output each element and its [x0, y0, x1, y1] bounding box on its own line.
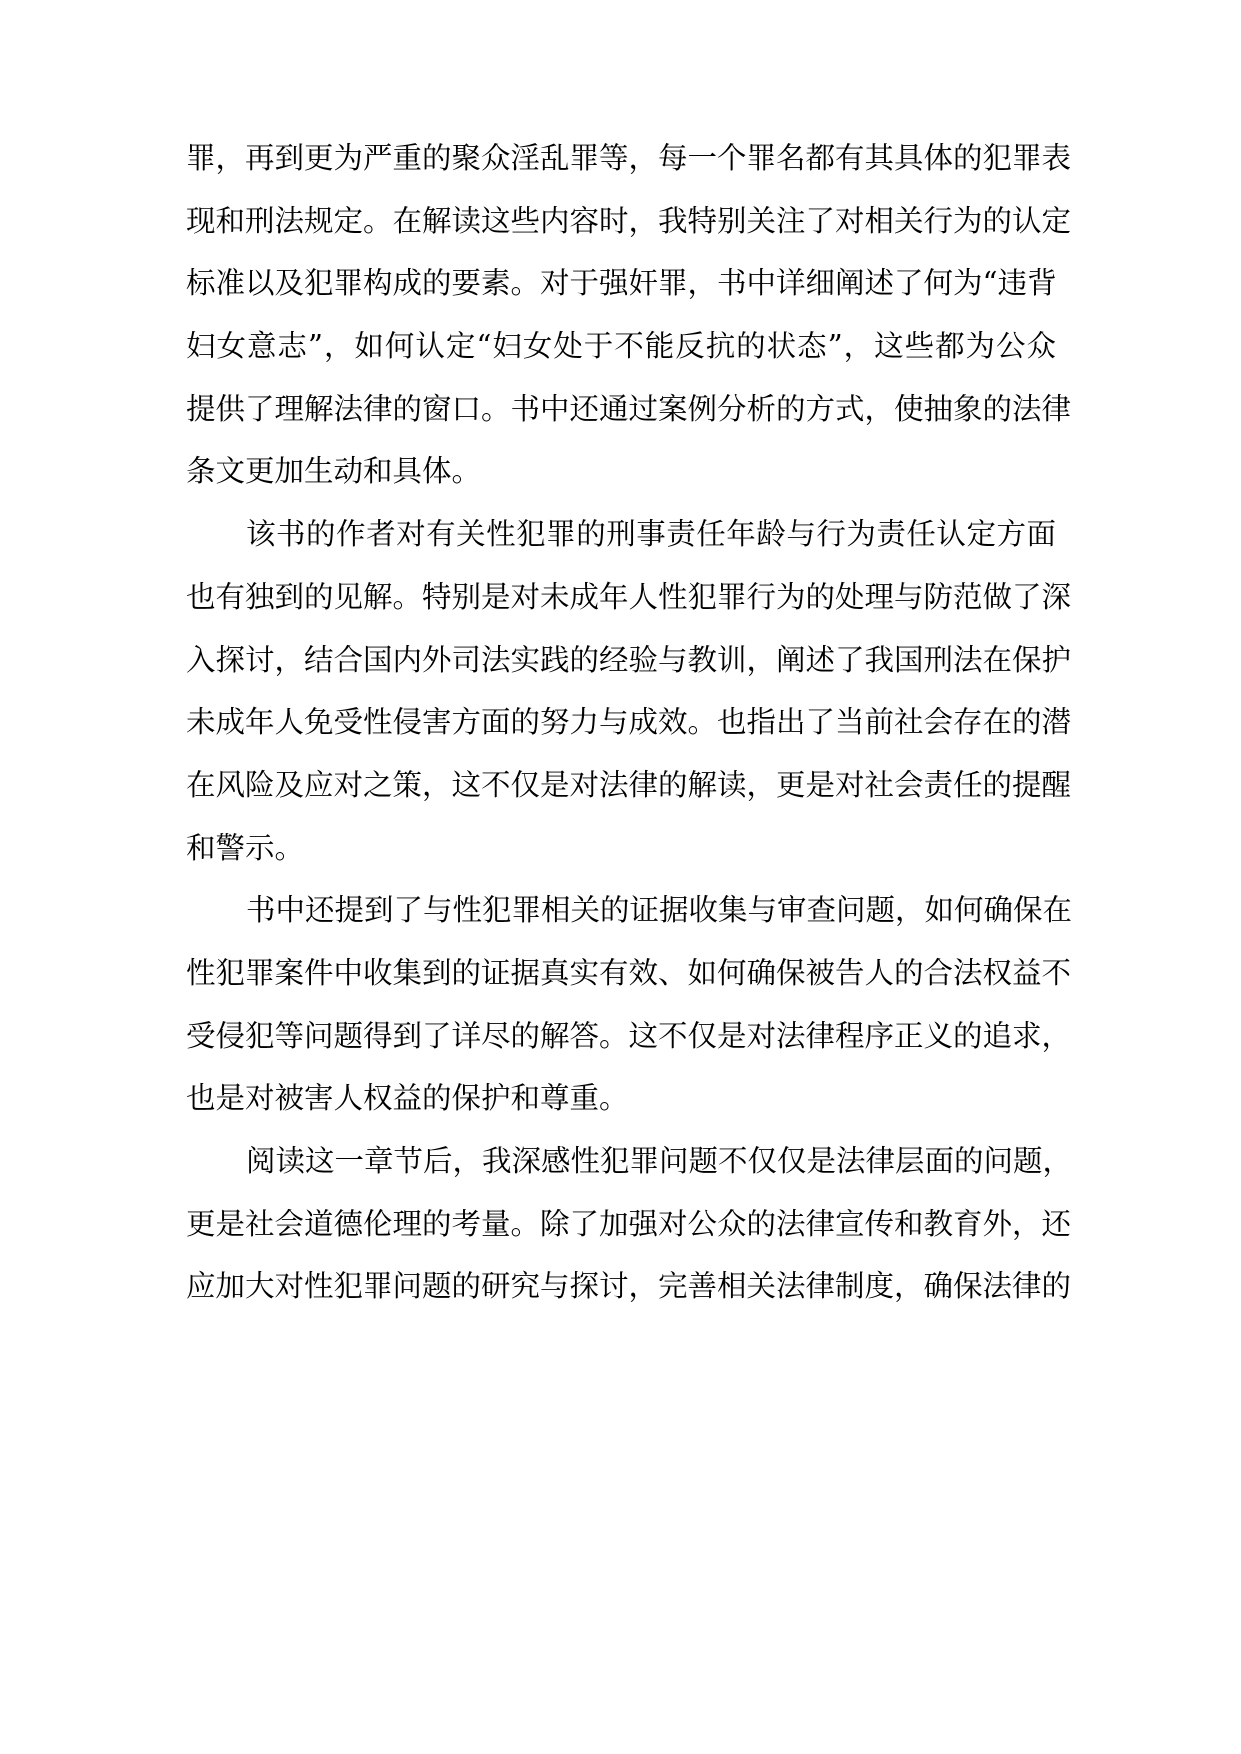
paragraph-first-line: 该书的作者对有关性犯罪的刑事责任年龄与行为责任认定方面 — [246, 517, 1056, 552]
text-line: 标准以及犯罪构成的要素。对于强奸罪，书中详细阐述了何为“违背 — [186, 266, 1057, 301]
text-line: 受侵犯等问题得到了详尽的解答。这不仅是对法律程序正义的追求， — [186, 1018, 1072, 1053]
text-line: 未成年人免受性侵害方面的努力与成效。也指出了当前社会存在的潜 — [186, 705, 1072, 740]
text-line: 也是对被害人权益的保护和尊重。 — [186, 1081, 629, 1116]
text-line: 罪，再到更为严重的聚众淫乱罪等，每一个罪名都有其具体的犯罪表 — [186, 141, 1072, 175]
text-line: 性犯罪案件中收集到的证据真实有效、如何确保被告人的合法权益不 — [186, 955, 1072, 990]
text-line: 也有独到的见解。特别是对未成年人性犯罪行为的处理与防范做了深 — [186, 579, 1072, 614]
text-line: 妇女意志”，如何认定“妇女处于不能反抗的状态”，这些都为公众 — [186, 329, 1056, 364]
text-line: 现和刑法规定。在解读这些内容时，我特别关注了对相关行为的认定 — [186, 203, 1072, 238]
text-line: 条文更加生动和具体。 — [186, 454, 482, 489]
text-line: 在风险及应对之策，这不仅是对法律的解读，更是对社会责任的提醒 — [186, 767, 1072, 802]
paragraph-first-line: 书中还提到了与性犯罪相关的证据收集与审查问题，如何确保在 — [246, 893, 1073, 928]
text-line: 提供了理解法律的窗口。书中还通过案例分析的方式，使抽象的法律 — [186, 391, 1072, 426]
paragraph-first-line: 阅读这一章节后，我深感性犯罪问题不仅仅是法律层面的问题， — [246, 1144, 1073, 1178]
text-line: 入探讨，结合国内外司法实践的经验与教训，阐述了我国刑法在保护 — [186, 642, 1072, 677]
text-line: 更是社会道德伦理的考量。除了加强对公众的法律宣传和教育外，还 — [186, 1206, 1072, 1241]
document-body — [186, 127, 1073, 1318]
text-line: 应加大对性犯罪问题的研究与探讨，完善相关法律制度，确保法律的 — [186, 1269, 1072, 1304]
text-line: 和警示。 — [186, 830, 305, 865]
